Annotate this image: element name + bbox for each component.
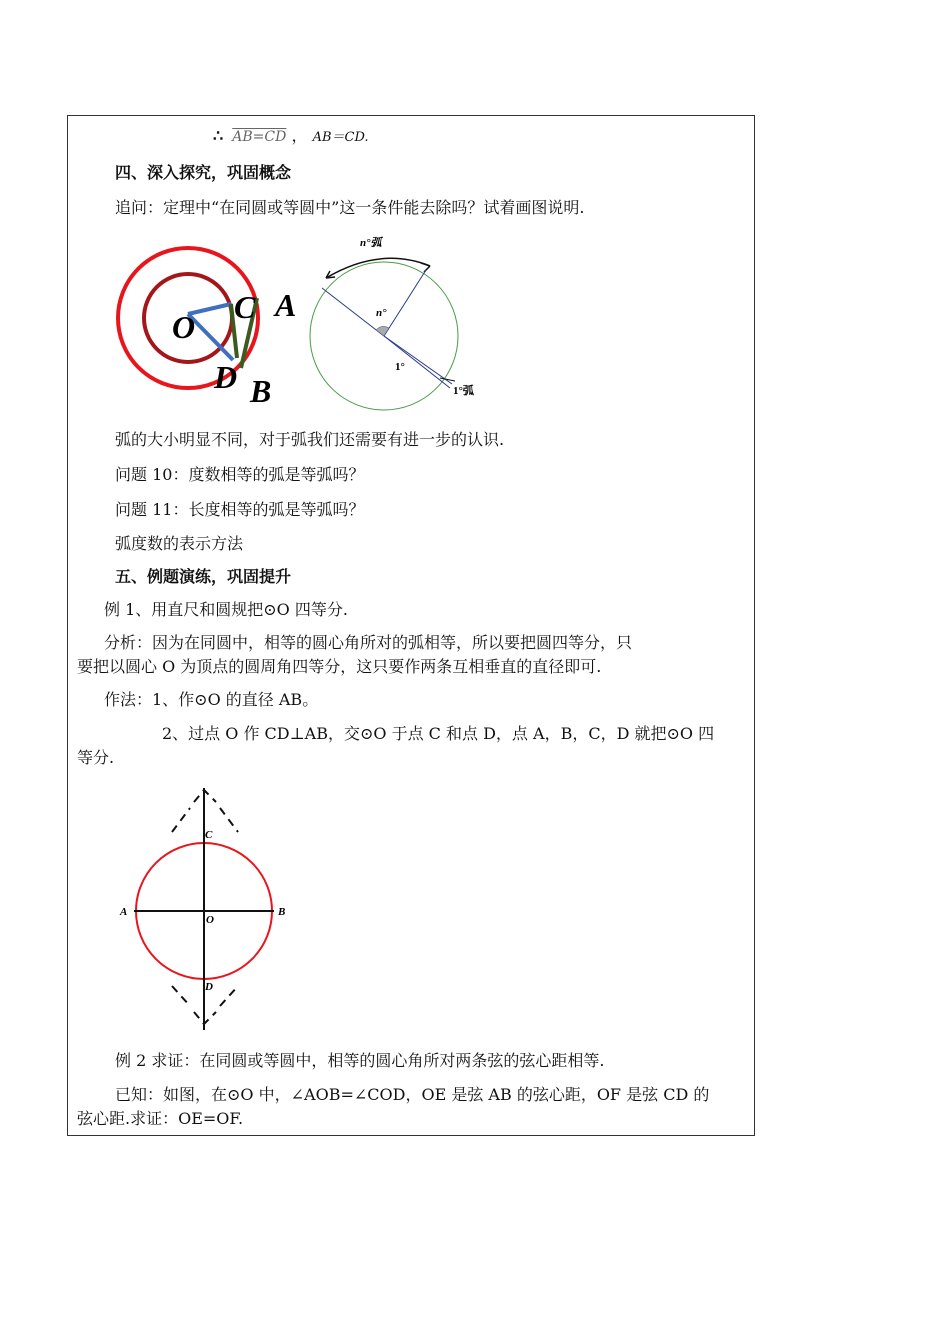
label-o: O [172,309,196,345]
question-11: 问题 11：长度相等的弧是等弧吗？ [115,500,365,519]
method-step1: 作法：1、作⊙O 的直径 AB。 [104,690,319,709]
chord-equation: AB＝CD. [312,130,369,145]
conclusion-line [213,126,369,148]
analysis-line2: 要把以圆心 O 为顶点的圆周角四等分，这只要作两条互相垂直的直径即可. [77,657,602,676]
arc-equation: AB=CD [232,129,287,145]
separator: ， [291,126,308,145]
one-degree-ray2 [384,336,450,388]
concentric-circles-figure [110,240,320,415]
radius-right [384,270,426,336]
label-a: A [275,287,297,323]
radius-left [322,288,384,336]
label-d: D [214,359,238,395]
label-a: A [120,906,128,918]
method-step2-line1: 2、过点 O 作 CD⊥AB，交⊙O 于点 C 和点 D，点 A，B，C，D 就把⊙O 四 [162,724,715,743]
section5-heading: 五、例题演练，巩固提升 [115,567,292,586]
one-degree-ray1 [384,336,452,384]
label-d: D [205,981,213,993]
one-degree-label: 1° [395,361,405,373]
example2-given-line1: 已知：如图，在⊙O 中，∠AOB=∠COD，OE 是弦 AB 的弦心距，OF 是弦 CD 的 [115,1085,710,1104]
quartered-circle-figure [110,778,300,1033]
analysis-line1: 分析：因为在同圆中，相等的圆心角所对的弧相等，所以要把圆四等分，只 [104,633,633,652]
label-o: O [206,914,214,926]
n-arc-label: n°弧 [360,237,382,249]
method-step2-line2: 等分. [77,748,115,767]
label-b: B [278,906,286,918]
therefore-symbol: ∴ [213,126,224,145]
example2-given-line2: 弦心距.求证：OE=OF. [77,1109,244,1128]
angle-mark [376,326,389,336]
arc-note: 弧的大小明显不同，对于弧我们还需要有进一步的认识. [115,430,505,449]
section4-heading: 四、深入探究，巩固概念 [115,163,292,182]
section4-question: 追问：定理中“在同圆或等圆中”这一条件能去除吗？试着画图说明. [115,198,585,217]
label-c: C [205,829,213,841]
arc-degree-figure [300,228,500,418]
question-10: 问题 10：度数相等的弧是等弧吗？ [115,465,365,484]
one-arc-label: 1°弧 [453,385,474,397]
example1: 例 1、用直尺和圆规把⊙O 四等分. [104,600,348,619]
n-degree-label: n° [376,307,387,319]
label-c: C [234,289,256,325]
example2-statement: 例 2 求证：在同圆或等圆中，相等的圆心角所对两条弦的弦心距相等. [115,1051,605,1070]
label-b: B [250,373,272,409]
arc-measure-text: 弧度数的表示方法 [115,534,244,553]
